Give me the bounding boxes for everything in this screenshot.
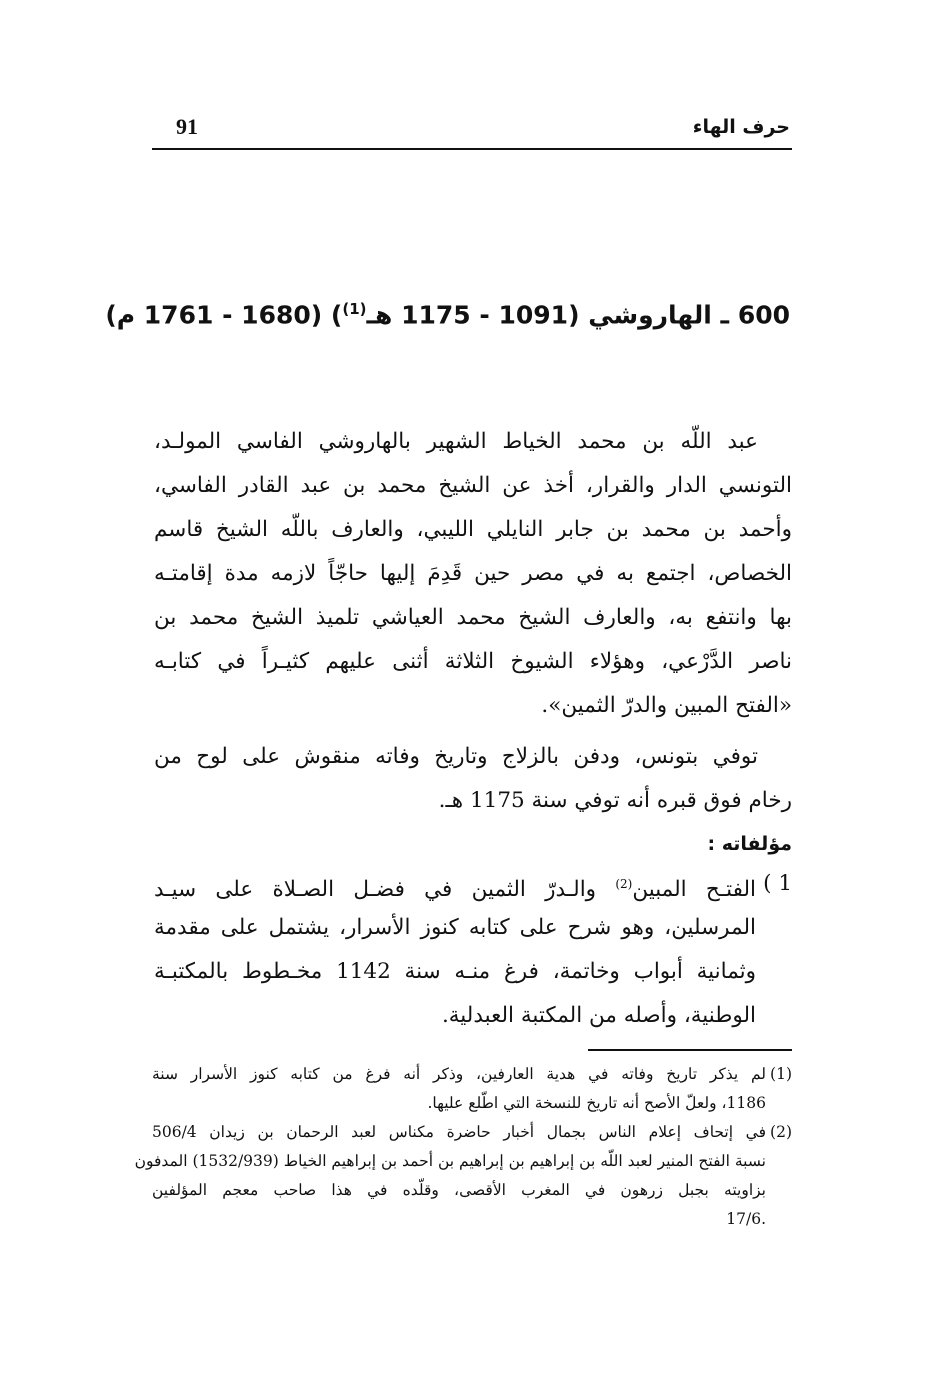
body-line: توفي بتونس، ودفن بالزلاج وتاريخ وفاته منقوش على لوح من — [154, 744, 758, 769]
title-footnote-marker: (1) — [342, 300, 367, 318]
body-line: التونسي الدار والقرار، أخذ عن الشيخ محمد بن عبد القادر الفاسي، — [154, 473, 792, 498]
footnote-number: (1) — [770, 1065, 792, 1083]
work-number: 1 ) — [763, 871, 792, 896]
footnote-marker: (2) — [615, 877, 633, 891]
footnote-text — [134, 1118, 766, 1234]
work-line: المرسلين، وهو شرح على كتابه كنوز الأسرار، يشتمل على مقدمة — [154, 915, 756, 940]
entry-title-text: 600 ـ الهاروشي (1091 - 1175 هـ — [366, 300, 790, 330]
works-list — [154, 862, 792, 1038]
entry-title — [105, 300, 790, 330]
footnote-line: لم يذكر تاريخ وفاته في هدية العارفين، وذكر أنه فرغ من كتابه كنوز الأسرار سنة — [152, 1065, 766, 1083]
footnote-line: بزاويته بجبل زرهون في المغرب الأقصى، وقلّده في هذا صاحب معجم المؤلفين — [152, 1181, 766, 1199]
footnote-separator — [588, 1049, 792, 1051]
works-heading: مؤلفاته : — [707, 833, 792, 855]
footnote-1 — [152, 1060, 792, 1118]
work-line: الوطنية، وأصله من المكتبة العبدلية. — [441, 1003, 756, 1028]
footnote-line: 1186، ولعلّ الأصح أنه تاريخ للنسخة التي اطّلع عليها. — [427, 1094, 766, 1112]
body-line: رخام فوق قبره أنه توفي سنة 1175 هـ. — [438, 788, 792, 813]
body-line: عبد اللّه بن محمد الخياط الشهير بالهاروشي الفاسي المولـد، — [154, 429, 758, 454]
work-line — [154, 862, 756, 906]
work-line: وثمانية أبواب وخاتمة، فرغ منـه سنة 1142 مخـطوط بالمكتبـة — [154, 959, 756, 984]
footnotes — [134, 1060, 792, 1234]
work-title-rest: والـدرّ الثمين في فضـل الصـلاة على سيـد — [154, 877, 616, 903]
work-item — [154, 862, 792, 1038]
body-line: ناصر الدَّرْعي، وهؤلاء الشيوخ الثلاثة أثنى عليهم كثيـراً في كتابـه — [154, 649, 792, 674]
page-number: 91 — [176, 114, 198, 139]
section-name: حرف الهاء — [692, 116, 790, 138]
work-text — [154, 862, 756, 1038]
footnote-number: (2) — [770, 1123, 792, 1141]
body-line: بها وانتفع به، والعارف الشيخ محمد العياشي تلميذ الشيخ محمد بن — [154, 605, 792, 630]
biography-paragraph — [154, 420, 792, 728]
entry-title-dates: ) (1680 - 1761 م) — [105, 300, 343, 330]
death-paragraph — [154, 735, 792, 823]
body-line: وأحمد بن محمد بن جابر النايلي الليبي، والعارف باللّه الشيخ قاسم — [154, 517, 792, 542]
body-line: «الفتح المبين والدرّ الثمين». — [541, 693, 792, 718]
footnote-line: .17/6 — [726, 1210, 766, 1228]
footnote-2 — [134, 1118, 792, 1234]
footnote-text — [152, 1060, 766, 1118]
running-header — [152, 112, 792, 150]
work-title-part: الفتـح المبين — [632, 877, 756, 903]
footnote-line: في إتحاف إعلام الناس بجمال أخبار حاضرة مكناس لعبد الرحمان بن زيدان 506/4 — [152, 1123, 766, 1141]
footnote-line: نسبة الفتح المنير لعبد اللّه بن إبراهيم بن إبراهيم بن أحمد بن إبراهيم الخياط (1532/939) المدفون — [134, 1152, 766, 1170]
body-line: الخصاص، اجتمع به في مصر حين قَدِمَ إليها حاجّاً لازمه مدة إقامتـه — [154, 561, 792, 586]
